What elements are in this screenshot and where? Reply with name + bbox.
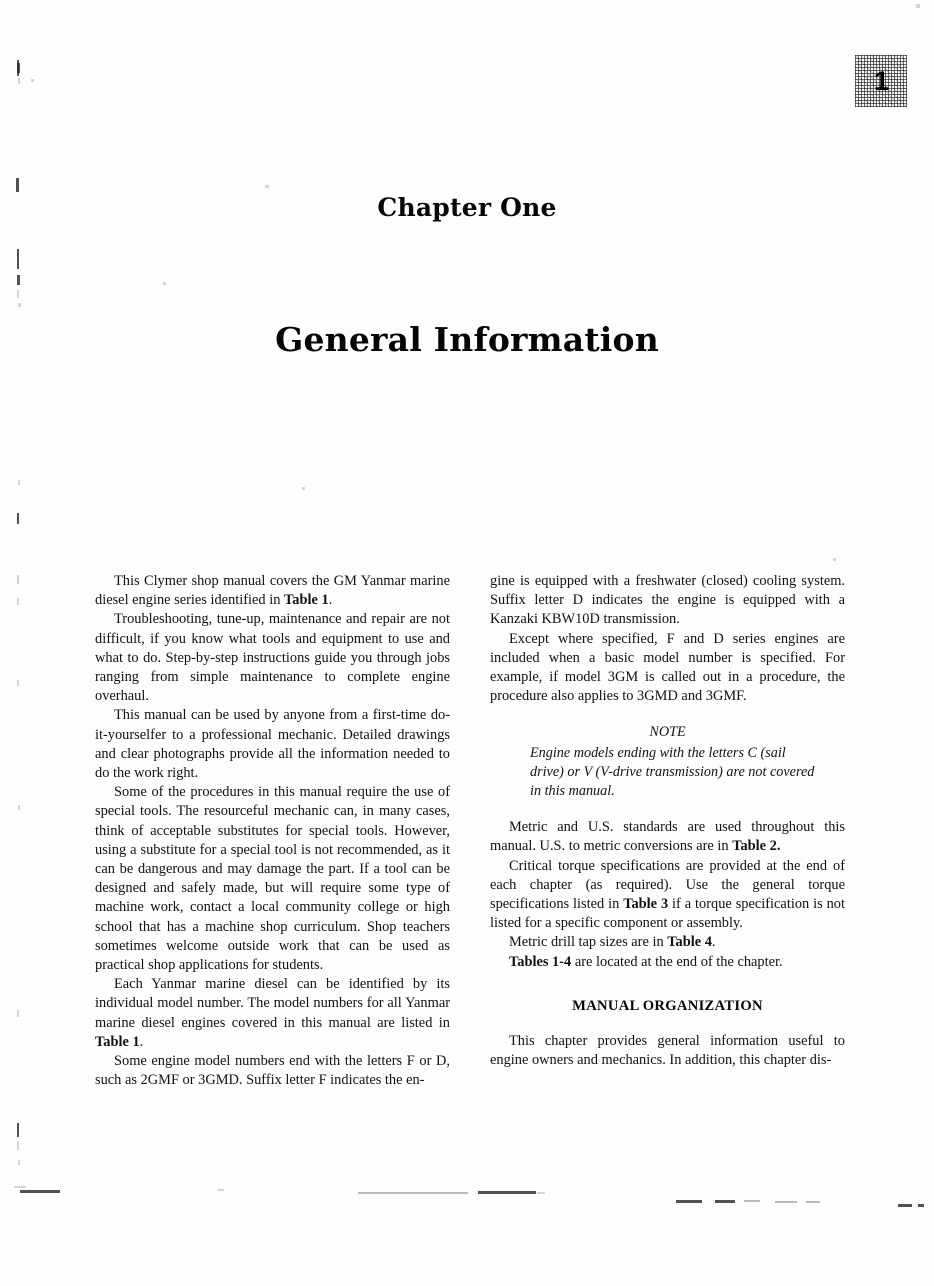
chapter-label: Chapter One: [377, 193, 557, 222]
scan-artifact: [18, 303, 21, 307]
paragraph: This chapter provides general information useful to engine owners and mechanics. In addition, this chapter dis-: [490, 1032, 845, 1069]
scan-artifact: [898, 1204, 912, 1207]
paragraph-tail: .: [328, 592, 333, 609]
chapter-number-badge: [855, 55, 907, 107]
paragraph: [490, 933, 845, 952]
paragraph-tail: .: [139, 1033, 144, 1050]
table-reference: Table 2.: [732, 838, 781, 855]
chapter-number: 1: [873, 65, 889, 96]
section-heading: MANUAL ORGANIZATION: [572, 997, 763, 1014]
scan-artifact: [163, 282, 166, 285]
scan-artifact: [18, 78, 20, 84]
scan-artifact: [17, 1010, 19, 1017]
scan-artifact: [715, 1200, 735, 1203]
paragraph: This manual can be used by anyone from a first-time do-it-yourselfer to a professional mechanic. Detailed drawings and clear photographs provide all the information needed to do the work right.: [95, 707, 450, 782]
note-body: Engine models ending with the letters C (sail drive) or V (V-drive transmission) are not covered in this manual.: [530, 744, 815, 800]
paragraph: Some of the procedures in this manual require the use of special tools. The resourceful mechanic can, in many cases, think of acceptable substitutes for special tools. However, using a substitute for a special tool is not recommended, as it can be dangerous and may damage the part. If a tool can be designed and safely made, but will require some type of machine work, contact a local community college or high school that has a machine shop curriculum. Shop teachers sometimes welcome outside work that can be used as practical shop applications for students.: [95, 784, 450, 974]
scan-artifact: [18, 480, 20, 485]
paragraph: Except where specified, F and D series engines are included when a basic model number is specified. For example, if model 3GM is called out in a procedure, the procedure also applies to 3GMD and 3GMF.: [490, 630, 845, 705]
scan-artifact: [916, 4, 920, 8]
scan-artifact: [537, 1192, 545, 1194]
scan-artifact: [744, 1200, 760, 1202]
scan-artifact: [16, 178, 19, 192]
paragraph-text: Each Yanmar marine diesel can be identified by its individual model number. The model numbers for all Yanmar marine diesel engines covered in this manual are listed in: [95, 976, 450, 1031]
paragraph: Troubleshooting, tune-up, maintenance and repair are not difficult, if you know what tools and equipment to use and what to do. Step-by-step instructions guide you through jobs ranging from simple maintenance to complete engine overhaul.: [95, 611, 450, 705]
scan-artifact: [17, 275, 20, 285]
scan-artifact: [18, 1160, 20, 1165]
scan-artifact: [676, 1200, 702, 1203]
paragraph-tail: are located at the end of the chapter.: [571, 953, 783, 970]
paragraph: [490, 818, 845, 856]
table-reference: Table 1: [95, 1033, 140, 1050]
paragraph: [490, 953, 845, 972]
scan-artifact: [14, 1186, 26, 1188]
paragraph-tail: .: [711, 934, 716, 951]
scan-artifact: [17, 680, 19, 686]
scan-artifact: [806, 1201, 820, 1203]
page-title: General Information: [275, 320, 659, 359]
table-reference: Tables 1-4: [509, 953, 572, 970]
scan-artifact: [358, 1192, 468, 1194]
scan-artifact: [17, 1123, 19, 1137]
scan-artifact: [17, 513, 19, 524]
paragraph-text: Metric drill tap sizes are in: [509, 934, 668, 951]
paragraph: gine is equipped with a freshwater (closed) cooling system. Suffix letter D indicates the engine is equipped with a Kanzaki KBW10D transmission.: [490, 573, 845, 628]
note-heading: NOTE: [649, 724, 686, 741]
scan-artifact: [218, 1189, 224, 1191]
table-reference: Table 1: [284, 592, 329, 609]
scan-artifact: [17, 1141, 19, 1150]
paragraph: [490, 857, 845, 934]
paragraph-tail: if a torque specification is not listed for a specific component or assembly.: [490, 896, 845, 932]
scan-artifact: [17, 575, 19, 584]
paragraph: [95, 572, 450, 610]
paragraph: [95, 975, 450, 1052]
scan-artifact: [17, 63, 20, 73]
paragraph-text: Metric and U.S. standards are used throughout this manual. U.S. to metric conversions are in: [490, 819, 845, 855]
scan-artifact: [17, 290, 19, 298]
table-reference: Table 4: [667, 934, 712, 951]
paragraph-text: This Clymer shop manual covers the GM Yanmar marine diesel engine series identified in: [95, 573, 450, 609]
scan-artifact: [775, 1201, 797, 1203]
right-column: [490, 572, 845, 1070]
scan-artifact: [20, 1190, 60, 1193]
scan-artifact: [17, 249, 19, 269]
left-column: [95, 572, 450, 1090]
scan-artifact: [302, 487, 305, 490]
scan-artifact: [478, 1191, 536, 1194]
scan-artifact: [31, 79, 34, 82]
table-reference: Table 3: [623, 896, 669, 913]
scan-artifact: [918, 1204, 924, 1207]
scan-artifact: [265, 185, 269, 188]
paragraph: Some engine model numbers end with the letters F or D, such as 2GMF or 3GMD. Suffix letter F indicates the en-: [95, 1053, 450, 1089]
body-columns: [95, 572, 845, 1092]
scan-artifact: [18, 805, 20, 810]
paragraph-text: Critical torque specifications are provided at the end of each chapter (as required). Use the general torque specifications listed in: [490, 857, 845, 913]
scan-artifact: [17, 598, 19, 605]
note-block: [490, 723, 845, 801]
scan-artifact: [833, 558, 836, 561]
